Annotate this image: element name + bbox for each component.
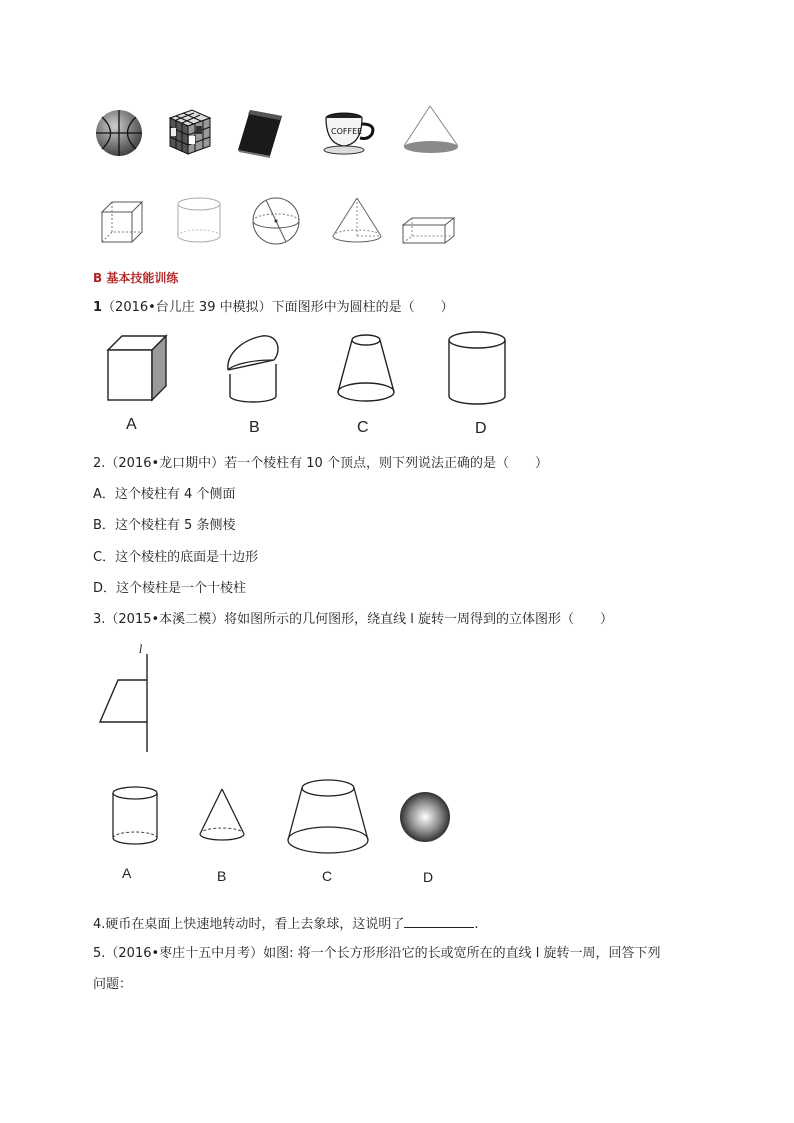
q3-figure-b-cone — [196, 786, 248, 848]
question-5-line-1: 5.（2016•枣庄十五中月考）如图: 将一个长方形形沿它的长或宽所在的直线 l 旋转一周，回答下列 — [93, 946, 661, 961]
basketball-icon — [94, 108, 144, 158]
cone-icon — [400, 104, 462, 158]
q3-option-b-label: B — [217, 868, 227, 884]
q1-figure-d-cylinder — [444, 330, 510, 410]
question-2-text: 2.（2016•龙口期中）若一个棱柱有 10 个顶点，则下列说法正确的是（ ） — [93, 456, 548, 471]
question-1 — [93, 298, 454, 318]
question-1-number: 1 — [93, 300, 103, 315]
question-1-text: （2016•台儿庄 39 中模拟）下面图形中为圆柱的是（ ） — [102, 300, 454, 315]
q1-option-c-label: C — [357, 419, 369, 436]
cuboid-figure — [400, 216, 458, 246]
cone-figure — [330, 196, 386, 248]
svg-text:COFFEE: COFFEE — [331, 127, 363, 136]
q3-option-c-label: C — [322, 868, 333, 884]
question-4-period: . — [474, 917, 479, 932]
question-2-choice-c: C．这个棱柱的底面是十边形 — [93, 550, 259, 565]
question-4-text: 4.硬币在桌面上快速地转动时，看上去象球，这说明了 — [93, 917, 405, 932]
q1-option-d-label: D — [475, 420, 487, 437]
sphere-figure — [250, 196, 302, 246]
question-2-choice-d: D．这个棱柱是一个十棱柱 — [93, 581, 247, 596]
q1-figure-c-frustum — [334, 332, 400, 406]
cylinder-figure — [174, 196, 226, 246]
question-2-choice-a: A．这个棱柱有 4 个侧面 — [93, 487, 236, 502]
q3-figure-a-cylinder — [108, 784, 162, 852]
cube-figure — [98, 200, 148, 246]
q3-figure-d-sphere — [398, 790, 452, 844]
q1-figure-a-cube — [104, 332, 170, 404]
q3-trapezoid-with-axis — [96, 644, 156, 754]
q3-figure-c-frustum — [284, 776, 374, 858]
rubiks-cube-icon — [166, 106, 214, 158]
q3-option-a-label: A — [122, 865, 132, 881]
q1-option-a-label: A — [126, 416, 137, 433]
section-heading: B 基本技能训练 — [93, 271, 179, 285]
q1-figure-b-truncated-cylinder — [222, 334, 284, 406]
question-5-line-2: 问题： — [93, 977, 133, 992]
question-4 — [93, 913, 479, 935]
q3-option-d-label: D — [423, 869, 434, 885]
question-2-choice-b: B．这个棱柱有 5 条侧棱 — [93, 518, 236, 533]
q1-option-b-label: B — [249, 419, 260, 436]
coffee-cup-icon — [322, 110, 378, 156]
question-3-text: 3.（2015•本溪二模）将如图所示的几何图形，绕直线 l 旋转一周得到的立体图形（ ） — [93, 612, 614, 627]
axis-label: l — [139, 643, 143, 656]
book-icon — [236, 108, 284, 158]
answer-blank[interactable] — [404, 913, 474, 928]
